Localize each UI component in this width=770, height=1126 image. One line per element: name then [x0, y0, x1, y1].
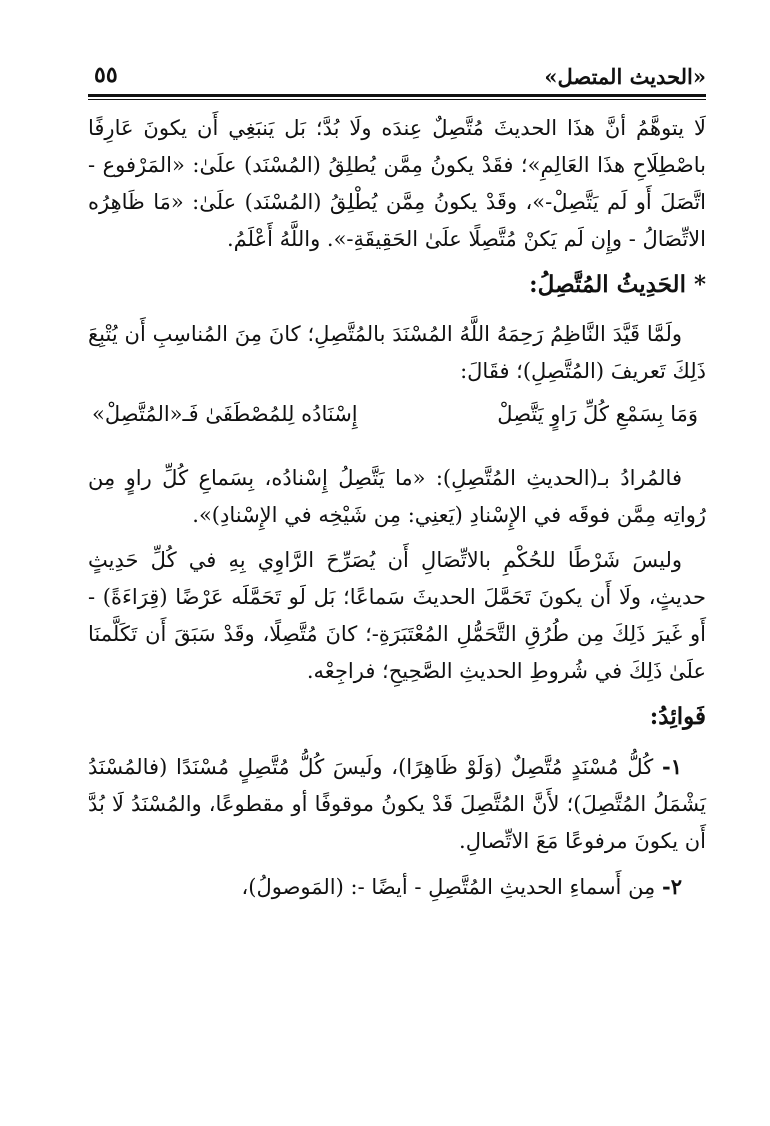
paragraph-2: فالمُرادُ بـ(الحديثِ المُتَّصِلِ): «ما يَتَّصِلُ إِسْنادُه، بِسَماعِ كُلِّ راوٍ مِن رُواتِه مِمَّن فوقَه في الإِسْنادِ (يَعنِي: مِن شَيْخِه في الإِسْنادِ)». — [88, 466, 706, 527]
benefits-heading: فَوائِدُ: — [649, 703, 706, 730]
item-2-text: مِن أَسماءِ الحديثِ المُتَّصِلِ - أيضًا -: (المَوصولُ)، — [241, 875, 656, 899]
item-1-text: كُلُّ مُسْنَدٍ مُتَّصِلٌ (وَلَوْ ظَاهِرًا)، ولَيسَ كُلُّ مُتَّصِلٍ مُسْنَدًا (فالمُسْنَدُ يَشْمَلُ المُتَّصِلَ)؛ لأَنَّ المُتَّصِلَ قَدْ يكونُ موقوفًا أو مقطوعًا، والمُسْنَدُ لَا بُدَّ أَن يكونَ مرفوعًا مَعَ الاتِّصالِ. — [88, 755, 706, 853]
item-1-number: ١- — [662, 754, 682, 779]
benefit-item-2 — [88, 868, 706, 906]
page-number: ٥٥ — [94, 62, 118, 88]
book-page — [88, 52, 706, 914]
verse-line — [88, 402, 706, 446]
item-2-number: ٢- — [662, 874, 682, 899]
paragraph-3: وليسَ شَرْطًا للحُكْمِ بالاتِّصَالِ أَن يُصَرِّحَ الرَّاوِي بِهِ في كُلِّ حَدِيثٍ حديثٍ، ولَا أَن يكونَ تَحَمَّلَ الحديثَ سَماعًا؛ بَل لَو تَحَمَّلَه عَرْضًا (قِرَاءَةً) - أَو غَيرَ ذَلِكَ مِن طُرُقِ التَّحَمُّلِ المُعْتَبَرَةِ-؛ كانَ مُتَّصِلًا، وقَدْ سَبَقَ أَن تَكَلَّمنَا علَىٰ ذَلِكَ في شُروطِ الحديثِ الصَّحِيحِ؛ فراجِعْه. — [88, 548, 706, 683]
section-heading: * الحَدِيثُ المُتَّصِلُ: — [529, 271, 706, 298]
paragraph-1: ولَمَّا قَيَّدَ النَّاظِمُ رَحِمَهُ اللَّهُ المُسْنَدَ بالمُتَّصِلِ؛ كانَ مِنَ المُناسِبِ أَن يُتْبِعَ ذَلِكَ تَعريفَ (المُتَّصِلِ)؛ فقَالَ: — [88, 322, 706, 383]
header-title: «الحديث المتصل» — [544, 64, 706, 89]
header-rule — [88, 94, 706, 100]
benefit-item-1 — [88, 748, 706, 860]
running-header — [88, 52, 706, 88]
intro-paragraph: لَا يتوهَّمُ أنَّ هذَا الحديثَ مُتَّصِلٌ عِندَه ولَا بُدَّ؛ بَل يَنبَغِي أَن يكونَ عَارِفًا باصْطِلَاحِ هذَا العَالِمِ»؛ فقَدْ يكونُ مِمَّن يُطلِقُ (المُسْنَد) علَىٰ: «المَرْفوع - اتَّصَلَ أَو لَم يَتَّصِلْ-»، وقَدْ يكونُ مِمَّن يُطْلِقُ (المُسْنَد) علَىٰ: «مَا ظَاهِرُه الاتِّصَالُ - وإِن لَم يَكنْ مُتَّصِلًا علَىٰ الحَقِيقَةِ-». واللَّهُ أَعْلَمُ. — [88, 116, 706, 251]
verse-second-hemistich: إِسْنَادُه لِلمُصْطَفَىٰ فَـ«المُتَّصِلْ» — [92, 402, 358, 426]
verse-first-hemistich: وَمَا بِسَمْعِ كُلِّ رَاوٍ يَتَّصِلْ — [497, 402, 698, 426]
